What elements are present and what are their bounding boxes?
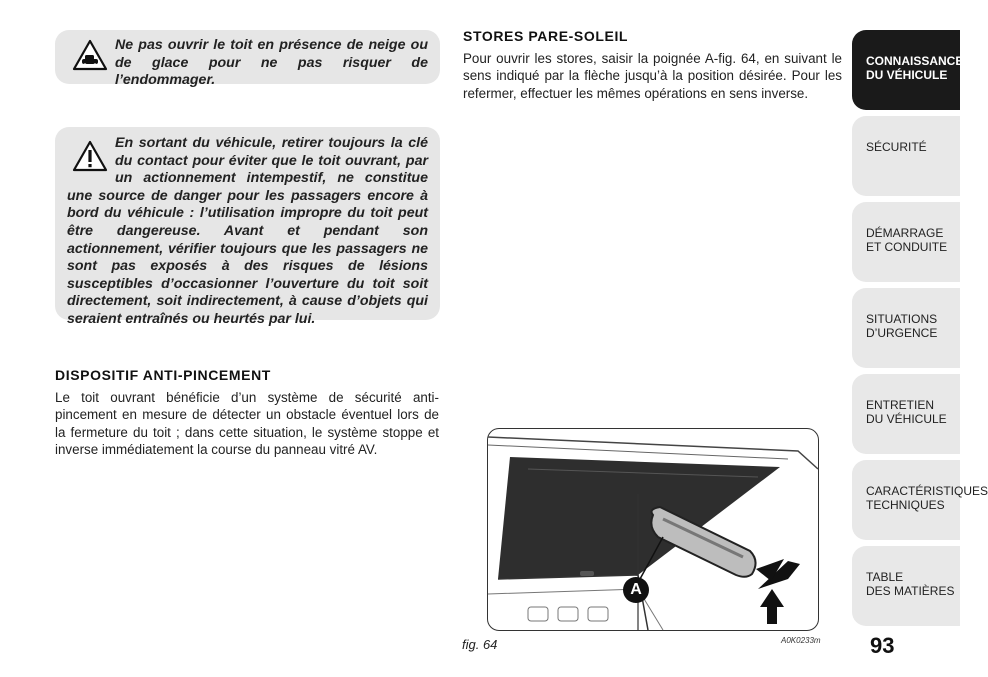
warning-snow-icon <box>73 40 107 70</box>
tab-entretien-vehicule[interactable]: ENTRETIEN DU VÉHICULE <box>852 374 960 454</box>
warning-box-key <box>55 127 440 327</box>
sun-blind-illustration <box>488 429 818 630</box>
figure-label: fig. 64 <box>462 637 498 652</box>
tab-table-matieres[interactable]: TABLE DES MATIÈRES <box>852 546 960 626</box>
warning-triangle-icon <box>73 141 107 171</box>
sun-blinds-text: Pour ouvrir les stores, saisir la poignée A-fig. 64, en suivant le sens indiqué par la flèche jusqu’à la position désirée. Pour les refermer, effectuer les mêmes opérations en sens inverse. <box>463 51 842 101</box>
tab-connaissance-vehicule[interactable]: CONNAISSANCE DU VÉHICULE <box>852 30 960 110</box>
tab-situations-urgence[interactable]: SITUATIONS D’URGENCE <box>852 288 960 368</box>
page-number: 93 <box>870 633 895 658</box>
tab-demarrage-conduite[interactable]: DÉMARRAGE ET CONDUITE <box>852 202 960 282</box>
warning-snow-text: Ne pas ouvrir le toit en présence de neige ou de glace pour ne pas risquer de l’endommager. <box>115 37 428 89</box>
tab-securite[interactable]: SÉCURITÉ <box>852 116 960 196</box>
anti-pinch-heading: DISPOSITIF ANTI-PINCEMENT <box>55 367 271 383</box>
anti-pinch-text: Le toit ouvrant bénéficie d’un système de sécurité anti-pincement en mesure de détecter un obstacle éventuel lors de la fermeture du toit ; dans cette situation, le système stoppe et inverse immédiatement la course du panneau vitré AV. <box>55 390 439 458</box>
warning-key-text: En sortant du véhicule, retirer toujours la clé du contact pour éviter que le toit ouvrant, par un actionnement intempestif, ne constitue une source de danger pour les passagers encore à bord du véhicule : l’utilisation impropre du toit peut être dangereuse. Avant et pendant son actionnement, vérifier toujours que les passagers ne sont pas exposés à des risques de lésions susceptibles d’occasionner l’ouverture du toit soit directement, soit indirectement, à cause d’objets qui seraient entraînés ou heurtés par lui. <box>67 135 428 327</box>
tab-caracteristiques-techniques[interactable]: CARACTÉRISTIQUES TECHNIQUES <box>852 460 960 540</box>
warning-box-snow <box>55 30 440 89</box>
figure-code: A0K0233m <box>781 636 821 645</box>
sun-blinds-heading: STORES PARE-SOLEIL <box>463 28 629 44</box>
figure-64 <box>487 428 819 631</box>
callout-a-badge: A <box>623 577 649 603</box>
